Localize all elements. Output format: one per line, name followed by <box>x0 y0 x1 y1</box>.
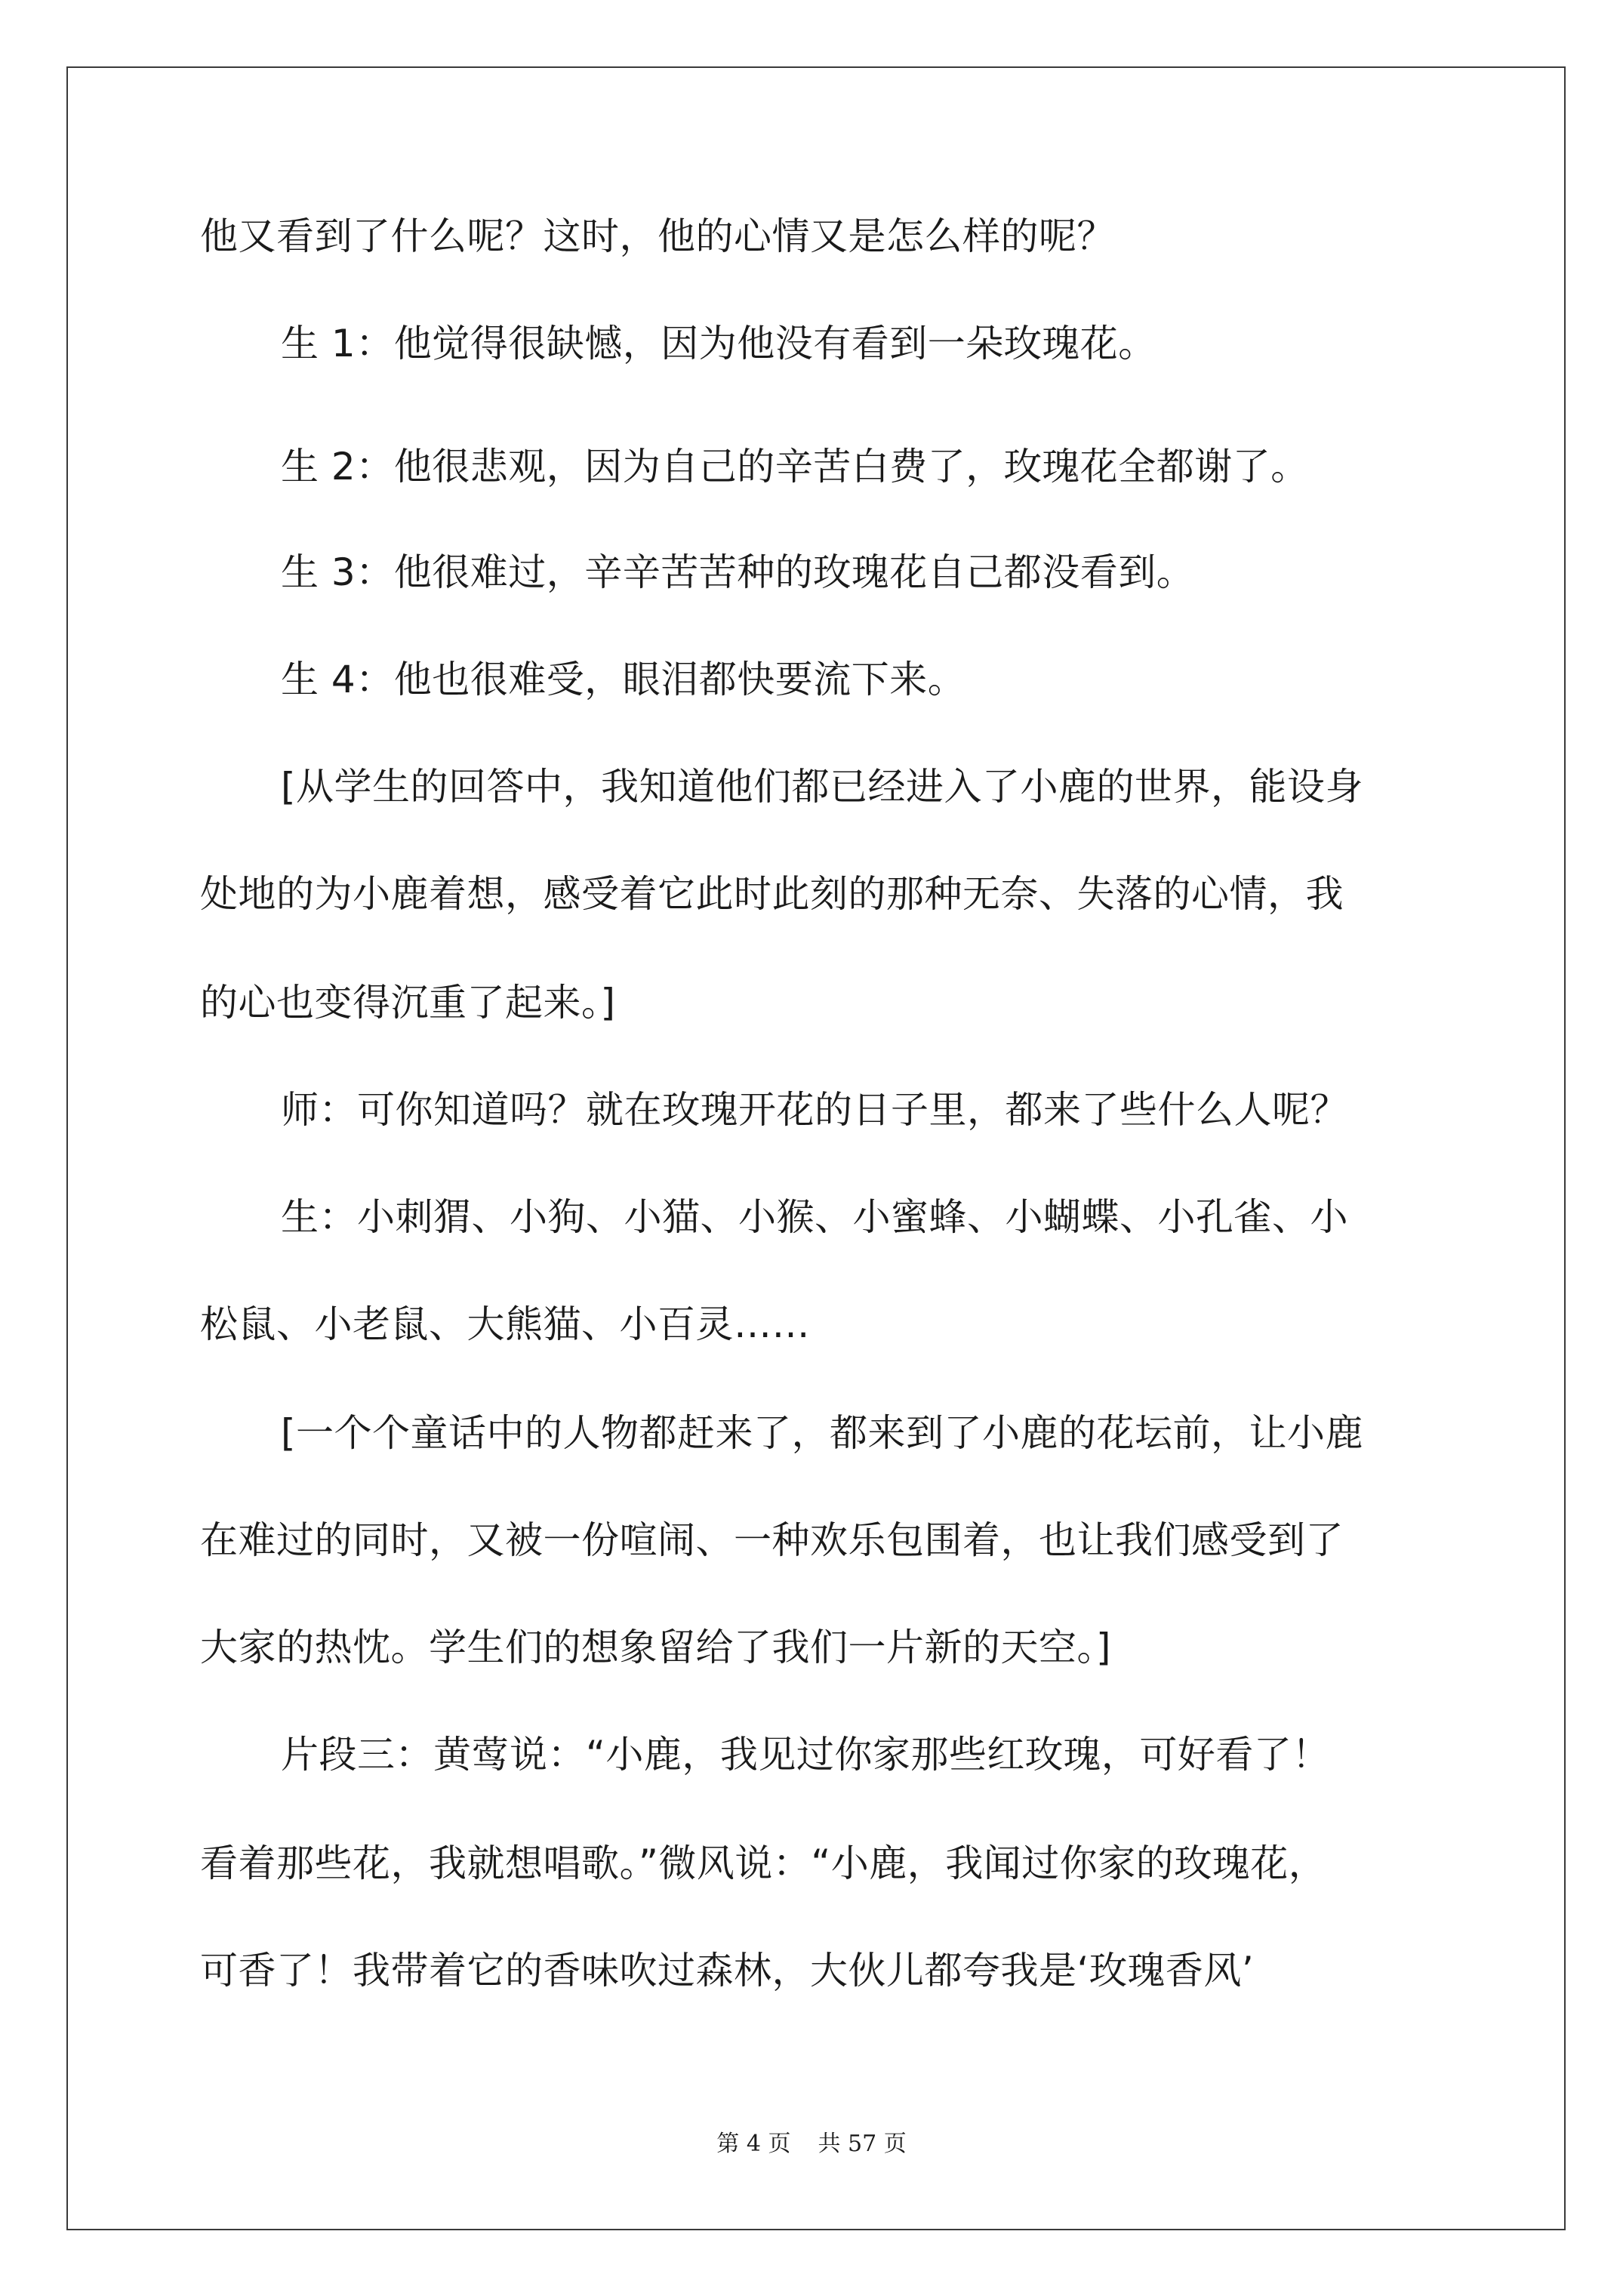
text-line-14: 大家的热忱。学生们的想象留给了我们一片新的天空。] <box>200 1626 1112 1669</box>
text-line-15: 片段三：黄莺说：“小鹿，我见过你家那些红玫瑰，可好看了！ <box>281 1733 1330 1777</box>
page-border <box>66 66 1566 2230</box>
text-line-9: 师：可你知道吗？就在玫瑰开花的日子里，都来了些什么人呢？ <box>281 1088 1348 1132</box>
text-line-13: 在难过的同时，又被一份喧闹、一种欢乐包围着，也让我们感受到了 <box>200 1518 1344 1562</box>
text-line-6: [从学生的回答中，我知道他们都已经进入了小鹿的世界，能设身 <box>281 765 1364 809</box>
text-line-4: 生 3：他很难过，辛辛苦苦种的玫瑰花自己都没看到。 <box>281 550 1195 594</box>
text-line-16: 看着那些花，我就想唱歌。”微风说：“小鹿，我闻过你家的玫瑰花， <box>200 1841 1327 1885</box>
text-line-10: 生：小刺猬、小狗、小猫、小猴、小蜜蜂、小蝴蝶、小孔雀、小 <box>281 1195 1348 1239</box>
text-line-12: [一个个童话中的人物都赶来了，都来到了小鹿的花坛前，让小鹿 <box>281 1411 1364 1455</box>
text-line-2: 生 1：他觉得很缺憾，因为他没有看到一朵玫瑰花。 <box>281 322 1156 365</box>
text-line-8: 的心也变得沉重了起来。] <box>200 981 616 1025</box>
text-line-3: 生 2：他很悲观，因为自己的辛苦白费了，玫瑰花全都谢了。 <box>281 445 1309 488</box>
text-line-5: 生 4：他也很难受，眼泪都快要流下来。 <box>281 658 966 701</box>
text-line-11: 松鼠、小老鼠、大熊猫、小百灵…… <box>200 1302 810 1346</box>
page-total: 共 57 页 <box>818 2131 907 2157</box>
text-line-7: 处地的为小鹿着想，感受着它此时此刻的那种无奈、失落的心情，我 <box>200 872 1344 916</box>
text-line-17: 可香了！我带着它的香味吹过森林，大伙儿都夸我是‘玫瑰香风’ <box>200 1949 1255 1992</box>
page-footer <box>0 2131 1623 2158</box>
text-line-1: 他又看到了什么呢？这时，他的心情又是怎么样的呢？ <box>200 214 1115 258</box>
page-number: 第 4 页 <box>716 2131 791 2157</box>
